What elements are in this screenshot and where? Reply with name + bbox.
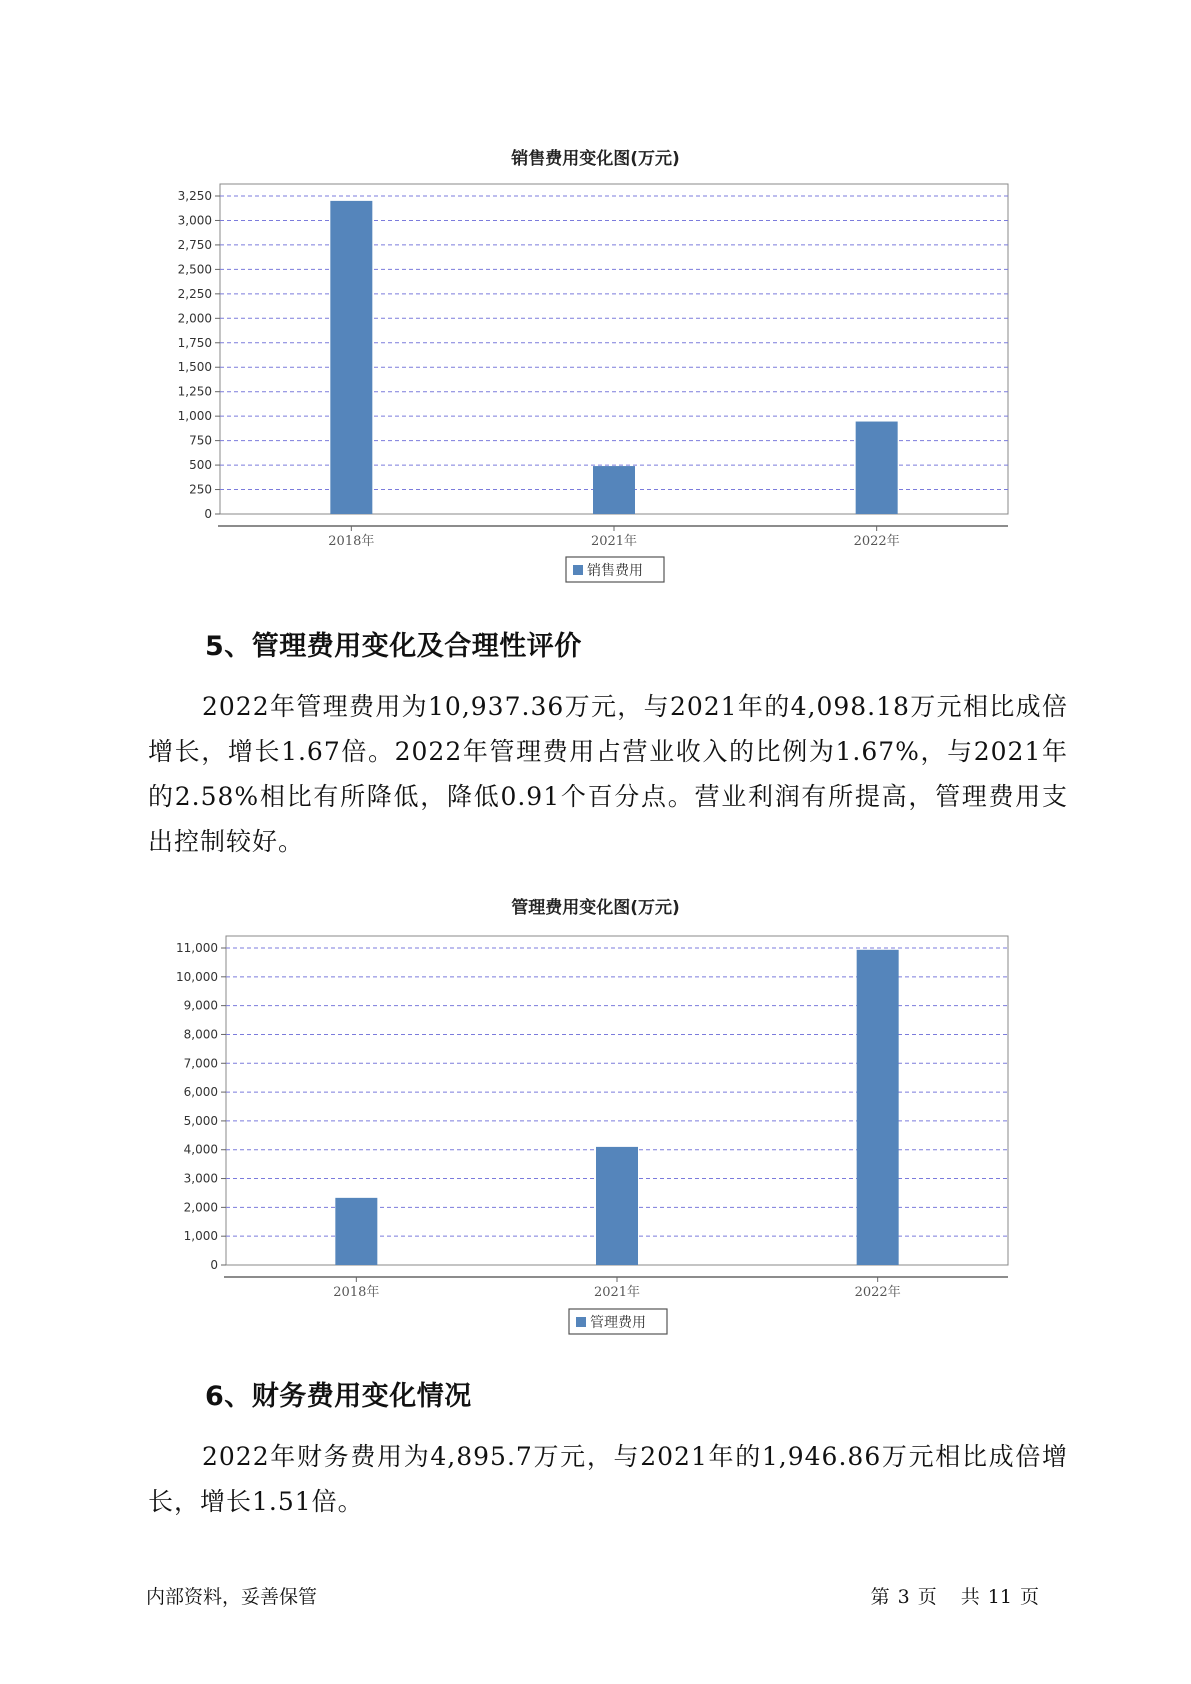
chart-title-sales: 销售费用变化图(万元) (511, 149, 680, 169)
x-tick-label: 2018年 (328, 534, 375, 549)
x-tick-label: 2021年 (590, 534, 638, 549)
bar (857, 950, 899, 1265)
bar (596, 1147, 638, 1265)
page-unit: 页 (917, 1586, 937, 1608)
x-tick-label: 2022年 (854, 1285, 901, 1300)
legend-label: 销售费用 (587, 563, 643, 579)
page-total-unit: 页 (1019, 1586, 1039, 1608)
x-tick-label: 2018年 (333, 1285, 380, 1300)
y-tick-label: 8,000 (183, 1027, 218, 1042)
y-tick-label: 250 (189, 482, 212, 497)
y-tick-label: 1,000 (177, 409, 212, 424)
section-5-paragraph: 2022年管理费用为10,937.36万元，与2021年的4,098.18万元相比成倍增长，增长1.67倍。2022年管理费用占营业收入的比例为1.67%，与2021年的2.58%相比有所降低，降低0.91个百分点。营业利润有所提高，管理费用支出控制较好。 (148, 692, 1068, 856)
y-tick-label: 9,000 (183, 998, 218, 1013)
page-prefix: 第 (870, 1586, 890, 1608)
y-tick-label: 2,250 (177, 286, 212, 301)
bar (335, 1198, 377, 1265)
y-tick-label: 0 (204, 507, 212, 521)
y-tick-label: 3,250 (177, 189, 212, 203)
x-tick-label: 2022年 (853, 534, 900, 549)
y-tick-label: 6,000 (183, 1085, 218, 1100)
y-tick-label: 2,000 (177, 311, 212, 326)
page-total-prefix: 共 (960, 1586, 980, 1608)
y-tick-label: 750 (189, 433, 212, 448)
y-tick-label: 1,000 (183, 1229, 218, 1244)
chart-title-admin: 管理费用变化图(万元) (511, 898, 680, 918)
legend-label: 管理费用 (590, 1315, 646, 1331)
y-tick-label: 2,500 (177, 262, 212, 277)
legend (569, 1309, 667, 1334)
y-tick-label: 2,750 (177, 237, 212, 252)
legend-swatch (576, 1317, 586, 1327)
section-5-heading: 5、管理费用变化及合理性评价 (205, 631, 582, 662)
y-tick-label: 2,000 (183, 1200, 218, 1215)
x-tick-label: 2021年 (593, 1285, 641, 1300)
section-6-heading: 6、财务费用变化情况 (205, 1381, 472, 1412)
y-tick-label: 1,250 (177, 384, 212, 399)
y-tick-label: 500 (189, 458, 212, 473)
section-6-paragraph: 2022年财务费用为4,895.7万元，与2021年的1,946.86万元相比成倍增长，增长1.51倍。 (148, 1442, 1068, 1516)
y-tick-label: 11,000 (176, 941, 218, 955)
page-current: 3 (897, 1586, 910, 1608)
page-number (867, 1582, 1043, 1609)
y-tick-label: 10,000 (176, 969, 218, 984)
y-tick-label: 4,000 (183, 1142, 218, 1157)
y-tick-label: 1,750 (177, 335, 212, 350)
y-tick-label: 0 (210, 1258, 218, 1272)
page-total: 11 (987, 1586, 1012, 1608)
y-tick-label: 5,000 (183, 1113, 218, 1128)
footer-confidential: 内部资料，妥善保管 (146, 1586, 318, 1608)
y-tick-label: 1,500 (177, 360, 212, 375)
y-tick-label: 3,000 (177, 213, 212, 228)
y-tick-label: 7,000 (183, 1056, 218, 1071)
y-tick-label: 3,000 (183, 1171, 218, 1186)
